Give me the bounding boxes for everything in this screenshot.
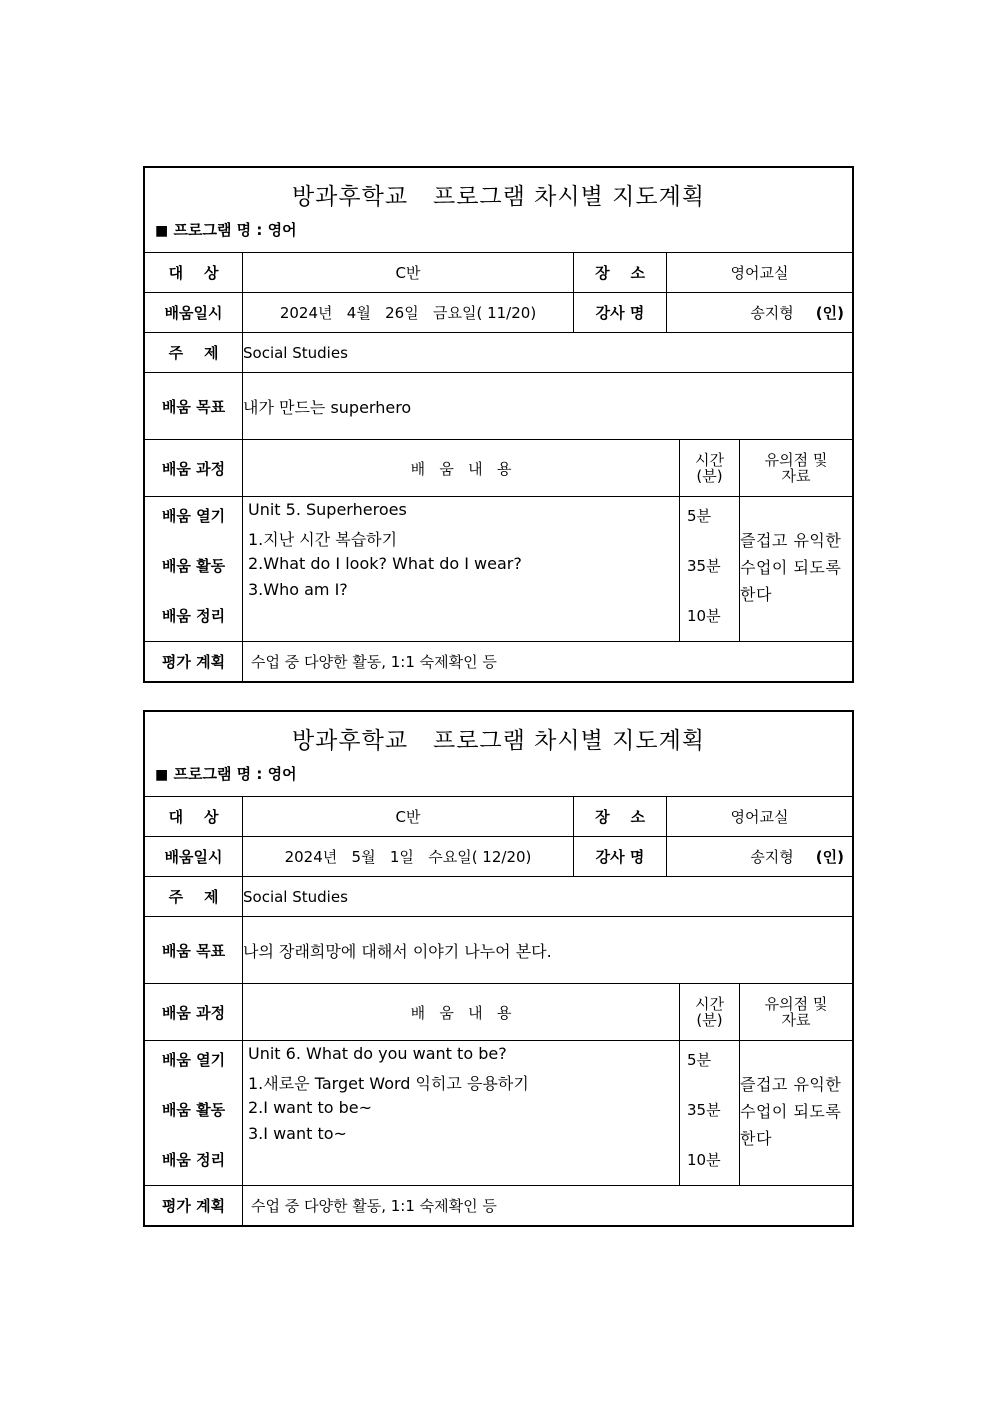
time-header-line1: 시간 xyxy=(695,995,724,1013)
stage-column xyxy=(145,497,242,641)
square-bullet-icon: ■ xyxy=(155,767,169,783)
target-value: C반 xyxy=(242,797,573,836)
stage-activity: 배움 활동 xyxy=(161,1101,226,1119)
plan-header xyxy=(145,712,852,797)
square-bullet-icon: ■ xyxy=(155,223,169,239)
note-header xyxy=(739,440,852,496)
time-closing: 10분 xyxy=(687,1151,721,1169)
date-row xyxy=(145,293,852,333)
eval-value: 수업 중 다양한 활동, 1:1 숙제확인 등 xyxy=(242,642,852,681)
goal-row xyxy=(145,373,852,440)
lesson-plan-1 xyxy=(143,166,854,683)
place-label: 장 소 xyxy=(573,797,666,836)
date-row xyxy=(145,837,852,877)
teacher-name: 송지형 xyxy=(750,304,794,322)
target-row xyxy=(145,797,852,837)
teacher-cell xyxy=(666,293,852,332)
content-line: Unit 5. Superheroes xyxy=(248,500,407,519)
time-header xyxy=(679,984,739,1040)
place-label: 장 소 xyxy=(573,253,666,292)
date-value: 2024년 5월 1일 수요일( 12/20) xyxy=(242,837,573,876)
goal-value: 내가 만드는 superhero xyxy=(242,373,852,439)
note-header-line1: 유의점 및 xyxy=(764,995,828,1013)
eval-value: 수업 중 다양한 활동, 1:1 숙제확인 등 xyxy=(242,1186,852,1225)
content-line: 2.What do I look? What do I wear? xyxy=(248,554,522,573)
lesson-plan-2 xyxy=(143,710,854,1227)
process-body-row xyxy=(145,497,852,642)
date-value: 2024년 4월 26일 금요일( 11/20) xyxy=(242,293,573,332)
teacher-name: 송지형 xyxy=(750,848,794,866)
content-line: Unit 6. What do you want to be? xyxy=(248,1044,507,1063)
content-line: 1.새로운 Target Word 익히고 응용하기 xyxy=(248,1074,529,1093)
process-body-row xyxy=(145,1041,852,1186)
content-header: 배 움 내 용 xyxy=(242,440,679,496)
process-header-row xyxy=(145,440,852,497)
note-text: 즐겁고 유익한 수업이 되도록 한다 xyxy=(740,1075,842,1148)
stage-opening: 배움 열기 xyxy=(161,507,226,525)
plan-title: 방과후학교 프로그램 차시별 지도계획 xyxy=(291,184,706,210)
topic-label: 주 제 xyxy=(168,344,219,362)
time-column xyxy=(679,1041,739,1185)
teacher-label: 강사 명 xyxy=(573,293,666,332)
teacher-label: 강사 명 xyxy=(573,837,666,876)
content-header: 배 움 내 용 xyxy=(242,984,679,1040)
time-opening: 5분 xyxy=(687,1051,712,1069)
note-header xyxy=(739,984,852,1040)
note-column xyxy=(739,1041,852,1185)
target-label: 대 상 xyxy=(168,808,219,826)
time-activity: 35분 xyxy=(687,1101,721,1119)
teacher-seal: (인) xyxy=(815,848,844,866)
goal-value: 나의 장래희망에 대해서 이야기 나누어 본다. xyxy=(242,917,852,983)
content-line: 3.I want to~ xyxy=(248,1124,347,1143)
goal-label: 배움 목표 xyxy=(161,397,226,416)
process-label: 배움 과정 xyxy=(161,459,226,478)
program-name-label: 프로그램 명 : 영어 xyxy=(173,765,297,783)
eval-row xyxy=(145,642,852,681)
topic-row xyxy=(145,877,852,917)
time-header-line2: (분) xyxy=(696,1011,723,1029)
date-label: 배움일시 xyxy=(164,304,223,322)
process-label: 배움 과정 xyxy=(161,1003,226,1022)
time-closing: 10분 xyxy=(687,607,721,625)
stage-closing: 배움 정리 xyxy=(161,607,226,625)
eval-row xyxy=(145,1186,852,1225)
topic-label: 주 제 xyxy=(168,888,219,906)
stage-opening: 배움 열기 xyxy=(161,1051,226,1069)
place-value: 영어교실 xyxy=(666,797,852,836)
note-column xyxy=(739,497,852,641)
target-label: 대 상 xyxy=(168,264,219,282)
process-header-row xyxy=(145,984,852,1041)
note-header-line2: 자료 xyxy=(781,1011,811,1029)
goal-label: 배움 목표 xyxy=(161,941,226,960)
topic-row xyxy=(145,333,852,373)
note-text: 즐겁고 유익한 수업이 되도록 한다 xyxy=(740,531,842,604)
plan-title: 방과후학교 프로그램 차시별 지도계획 xyxy=(291,728,706,754)
teacher-seal: (인) xyxy=(815,304,844,322)
eval-label: 평가 계획 xyxy=(161,653,226,671)
target-row xyxy=(145,253,852,293)
time-opening: 5분 xyxy=(687,507,712,525)
content-column xyxy=(242,497,679,641)
content-line: 1.지난 시간 복습하기 xyxy=(248,530,398,549)
time-header-line2: (분) xyxy=(696,467,723,485)
note-header-line2: 자료 xyxy=(781,467,811,485)
note-header-line1: 유의점 및 xyxy=(764,451,828,469)
stage-activity: 배움 활동 xyxy=(161,557,226,575)
plan-header xyxy=(145,168,852,253)
target-value: C반 xyxy=(242,253,573,292)
time-column xyxy=(679,497,739,641)
program-name-label: 프로그램 명 : 영어 xyxy=(173,221,297,239)
stage-closing: 배움 정리 xyxy=(161,1151,226,1169)
place-value: 영어교실 xyxy=(666,253,852,292)
eval-label: 평가 계획 xyxy=(161,1197,226,1215)
time-header xyxy=(679,440,739,496)
program-name xyxy=(155,763,297,784)
topic-value: Social Studies xyxy=(242,877,852,916)
program-name xyxy=(155,219,297,240)
date-label: 배움일시 xyxy=(164,848,223,866)
content-line: 2.I want to be~ xyxy=(248,1098,373,1117)
topic-value: Social Studies xyxy=(242,333,852,372)
stage-column xyxy=(145,1041,242,1185)
content-column xyxy=(242,1041,679,1185)
goal-row xyxy=(145,917,852,984)
time-activity: 35분 xyxy=(687,557,721,575)
time-header-line1: 시간 xyxy=(695,451,724,469)
teacher-cell xyxy=(666,837,852,876)
content-line: 3.Who am I? xyxy=(248,580,348,599)
